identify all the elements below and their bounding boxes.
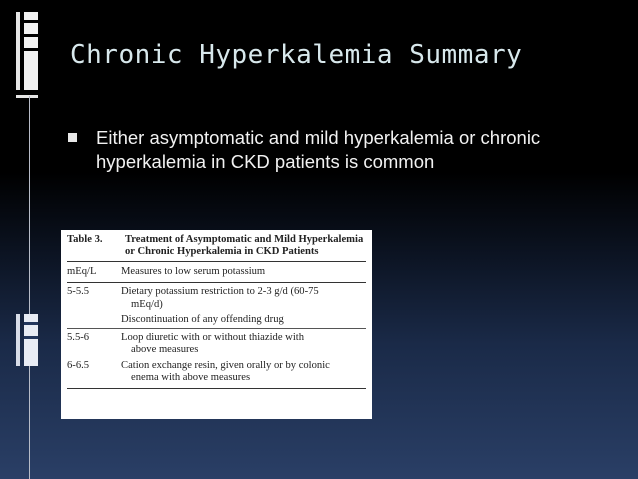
decorative-stripe: [24, 336, 38, 339]
decorative-bar: [24, 12, 38, 90]
measure-text-cont: above measures: [131, 344, 199, 355]
table-row: [67, 311, 366, 329]
decorative-stripe: [24, 322, 38, 325]
decorative-bar: [16, 95, 38, 98]
table-cell-measure: [121, 360, 366, 385]
table-header-row: [67, 262, 366, 283]
table-title: Treatment of Asymptomatic and Mild Hyperkalemia or Chronic Hyperkalemia in CKD Patients: [125, 234, 364, 257]
decorative-bar: [16, 12, 20, 90]
table-cell-level: 5-5.5: [67, 286, 90, 297]
column-header: mEq/L: [67, 266, 97, 277]
slide-title: Chronic Hyperkalemia Summary: [70, 40, 523, 70]
decorative-bar: [16, 314, 20, 366]
measure-text-cont: enema with above measures: [131, 372, 251, 383]
decorative-line: [29, 96, 30, 479]
square-bullet-icon: [68, 133, 77, 142]
measure-text: Loop diuretic with or without thiazide with: [121, 331, 305, 343]
measure-text: Cation exchange resin, given orally or by colonic: [121, 359, 330, 371]
table-cell-measure: [121, 332, 366, 357]
decorative-stripe: [24, 34, 38, 37]
treatment-table: [61, 230, 372, 419]
table-row: [67, 329, 366, 357]
table-cell-level: 5.5-6: [67, 331, 90, 343]
table-caption: [67, 234, 366, 262]
bullet-text: Either asymptomatic and mild hyperkalemia or chronic hyperkalemia in CKD patients is common: [96, 127, 541, 172]
table-cell-level: 6-6.5: [67, 359, 90, 371]
table-label: Table 3.: [67, 234, 103, 245]
measure-text: Dietary potassium restriction to 2-3 g/d (60-75: [121, 286, 319, 297]
bullet-item: [68, 126, 608, 174]
table-cell-measure: Discontinuation of any offending drug: [121, 314, 284, 325]
table-cell-measure: [121, 286, 366, 311]
column-header: Measures to low serum potassium: [121, 266, 266, 277]
decorative-stripe: [24, 20, 38, 23]
table-row: [67, 283, 366, 311]
table-row: [67, 357, 366, 389]
measure-text-cont: mEq/d): [131, 298, 163, 310]
decorative-stripe: [24, 48, 38, 51]
